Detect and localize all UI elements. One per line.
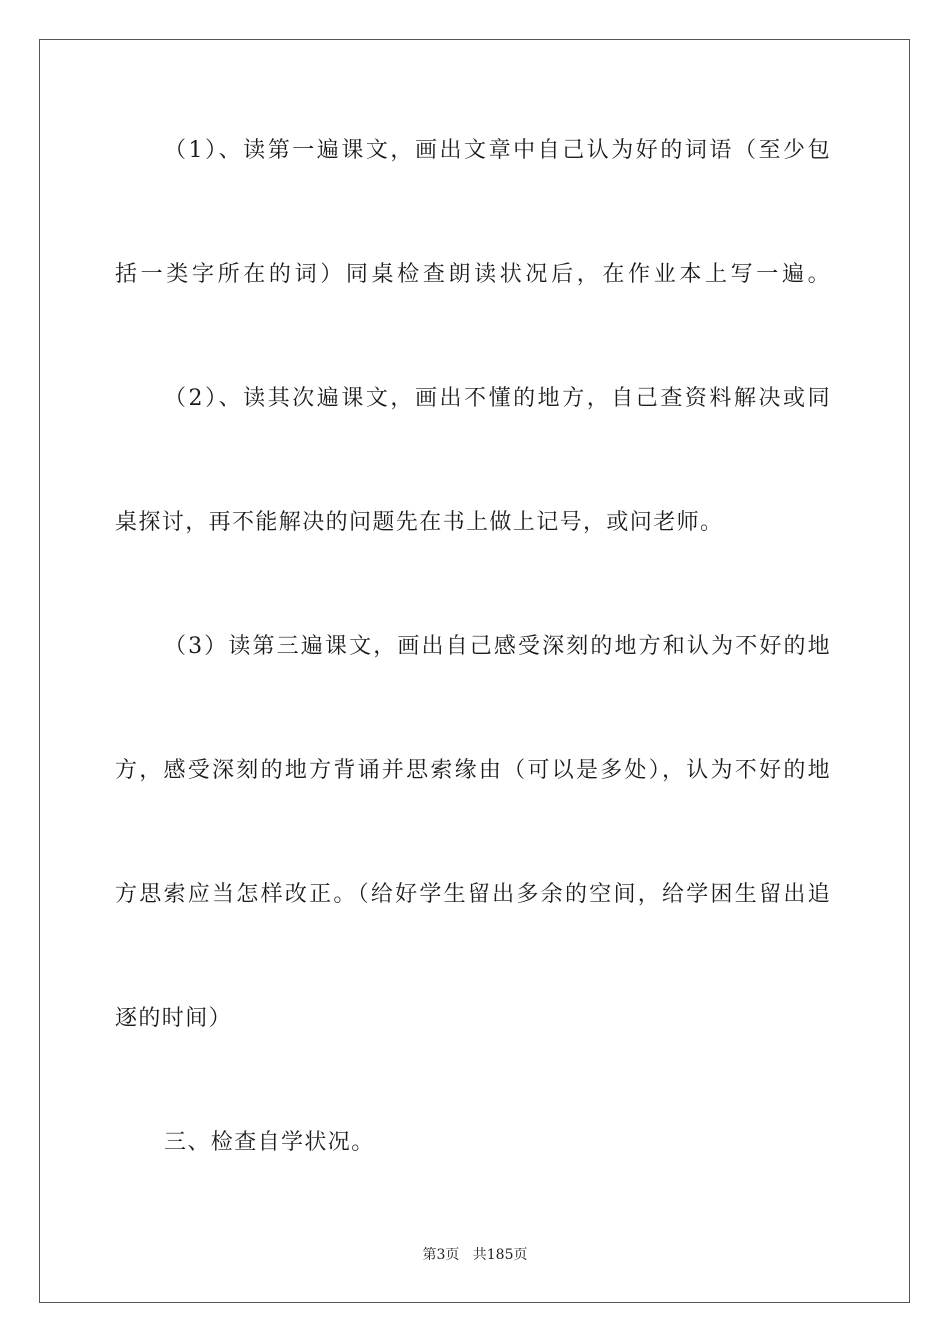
- page-number: 第3页: [422, 1247, 460, 1263]
- paragraph-1-line-2: 括一类字所在的词）同桌检查朗读状况后，在作业本上写一遍。: [115, 262, 831, 287]
- paragraph-2-line-2: 桌探讨，再不能解决的问题先在书上做上记号，或问老师。: [115, 510, 724, 535]
- paragraph-3-line-4: 逐的时间）: [115, 1006, 233, 1031]
- paragraph-3-line-3: 方思索应当怎样改正。（给好学生留出多余的空间，给学困生留出追: [115, 882, 831, 907]
- page-footer: [0, 1246, 950, 1264]
- paragraph-3-line-1: （3）读第三遍课文，画出自己感受深刻的地方和认为不好的地: [164, 634, 831, 659]
- paragraph-2-line-1: （2）、读其次遍课文，画出不懂的地方，自己查资料解决或同: [164, 386, 831, 411]
- paragraph-1-line-1: （1）、读第一遍课文，画出文章中自己认为好的词语（至少包: [164, 138, 831, 163]
- page-border: [39, 39, 910, 1303]
- paragraph-3-line-2: 方，感受深刻的地方背诵并思索缘由（可以是多处），认为不好的地: [115, 758, 831, 783]
- section-heading: 三、检查自学状况。: [164, 1130, 375, 1155]
- page-total: 共185页: [472, 1247, 528, 1263]
